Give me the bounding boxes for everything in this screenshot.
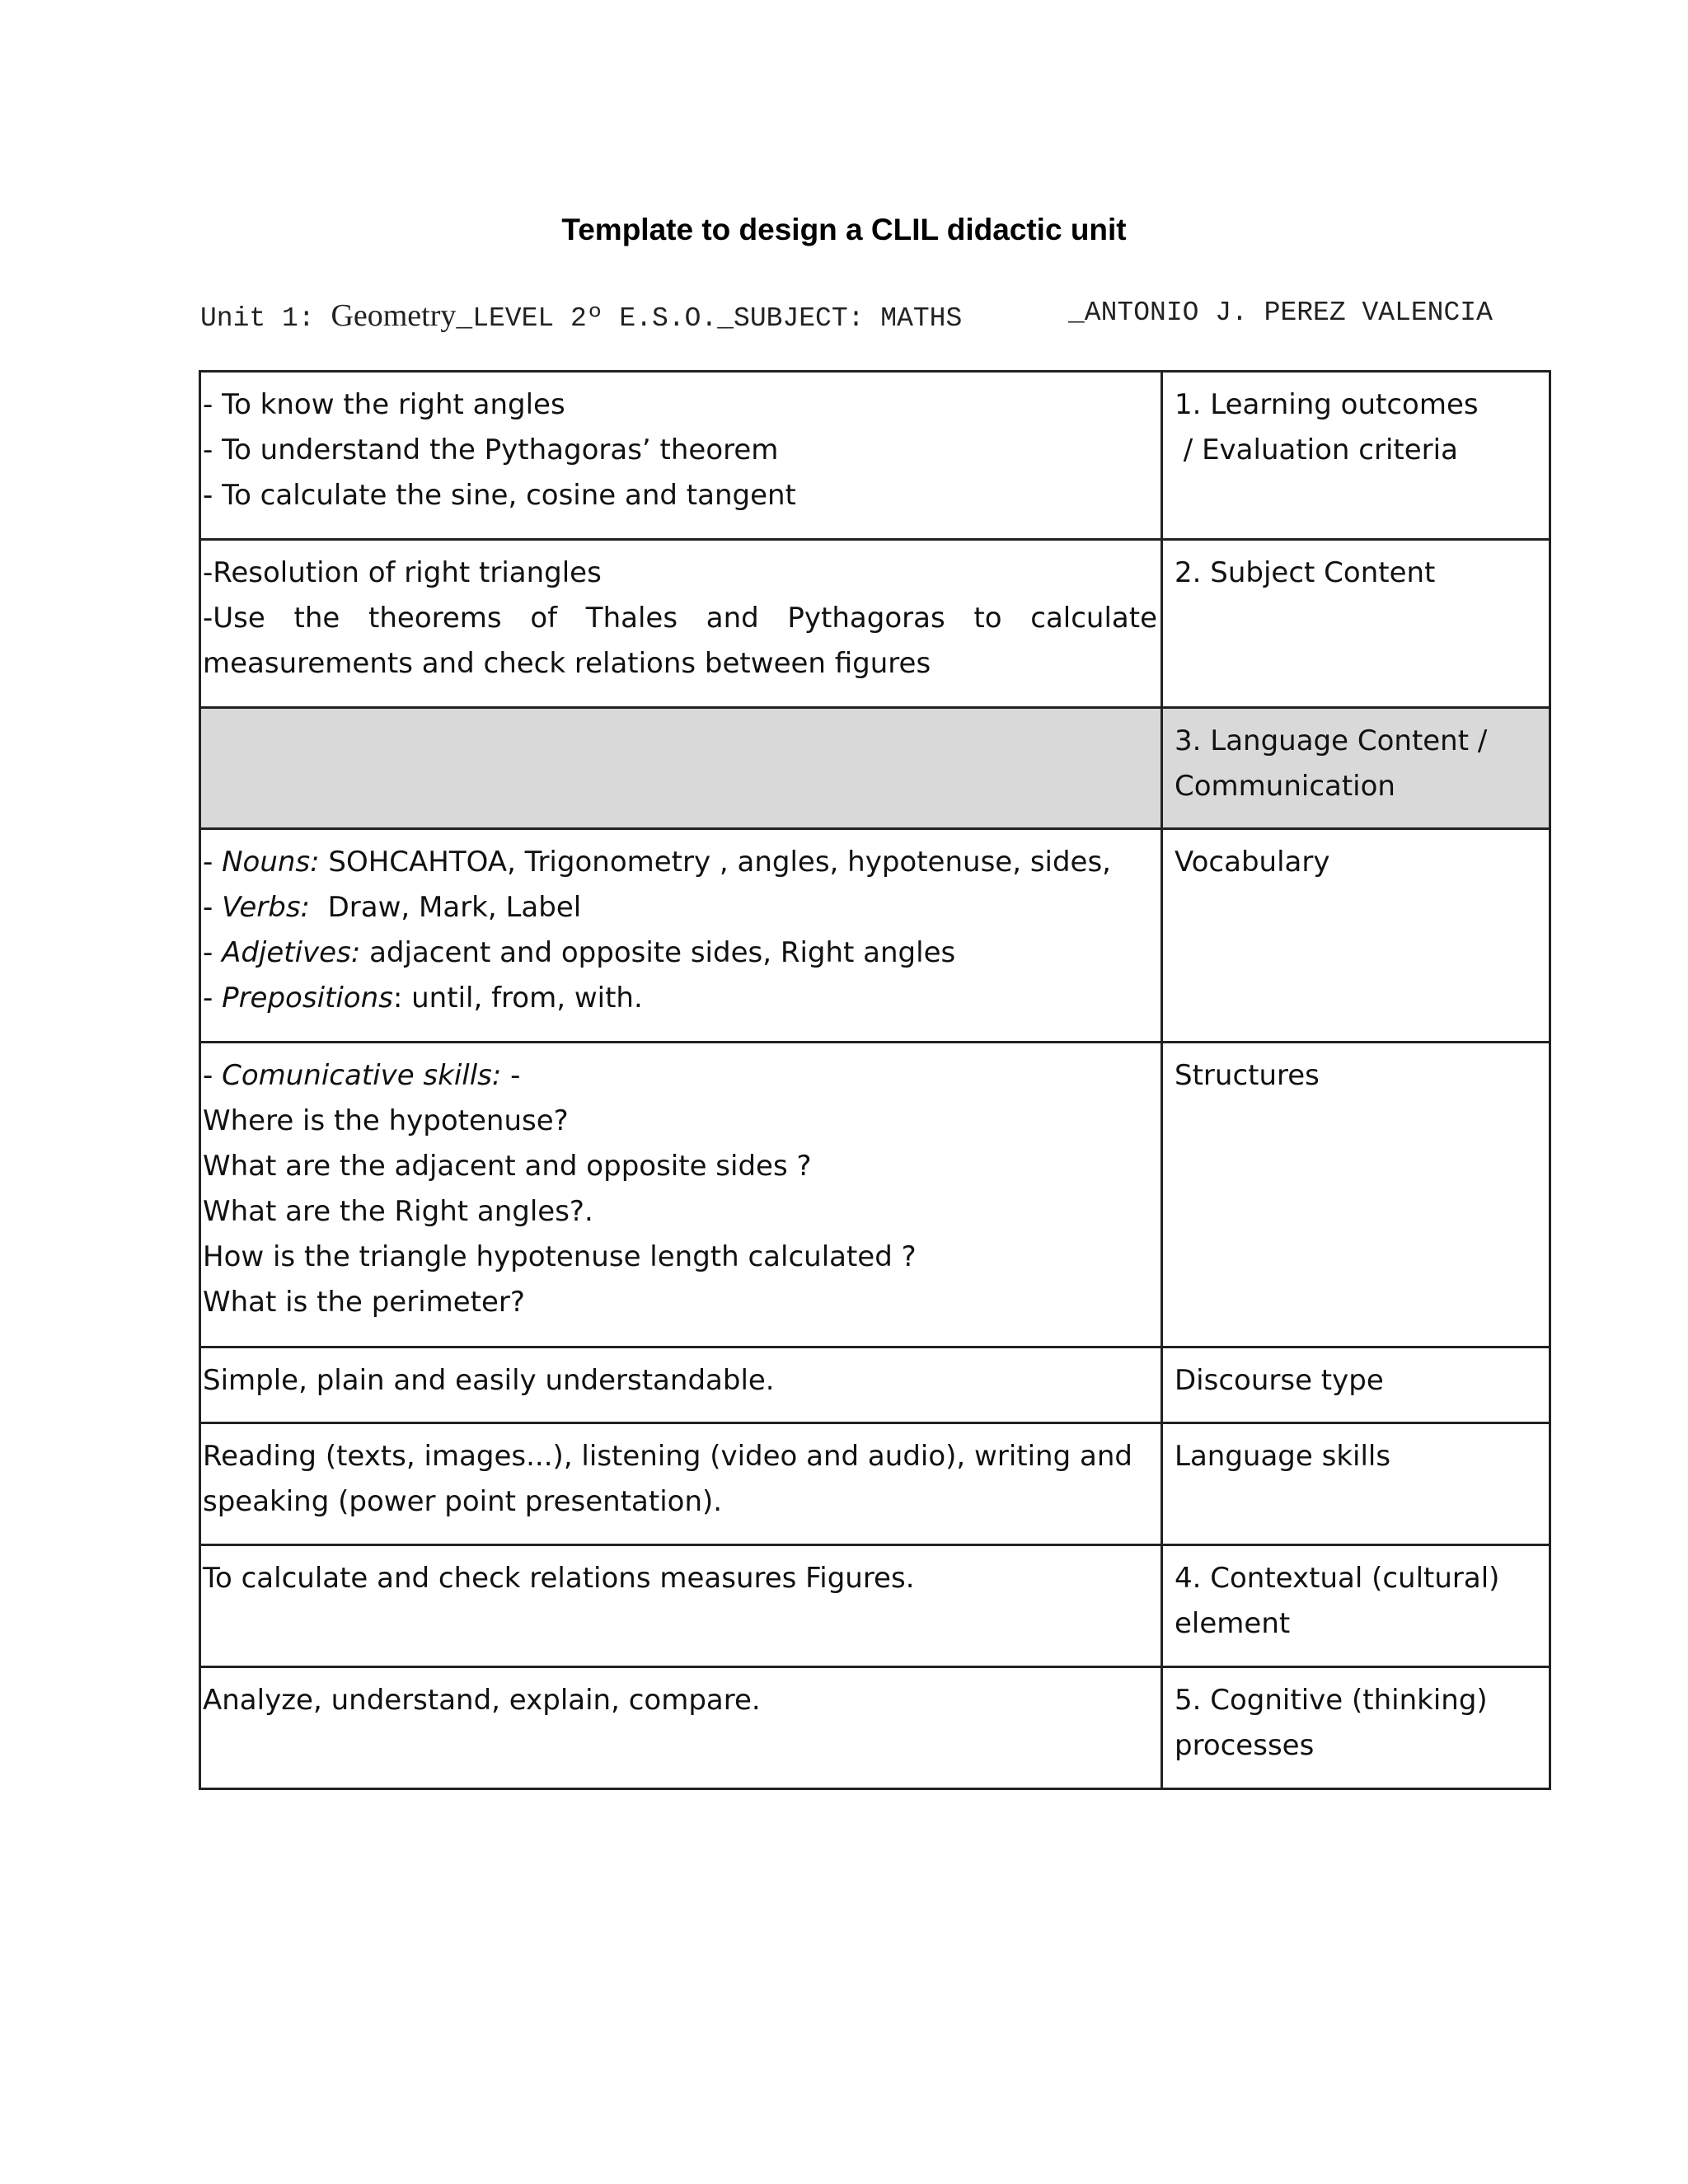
- table-row-language-skills: [200, 1423, 1550, 1545]
- contextual-label-cell: [1162, 1545, 1550, 1667]
- learning-content-cell: [200, 372, 1162, 540]
- unit-header-line: [200, 298, 1519, 334]
- cognitive-text: Analyze, understand, explain, compare.: [203, 1684, 761, 1717]
- table-row-discourse: [200, 1347, 1550, 1423]
- table-row-vocabulary: [200, 829, 1550, 1043]
- cognitive-label-cell: [1162, 1667, 1550, 1789]
- subject-label-cell: [1162, 540, 1550, 708]
- contextual-content-cell: [200, 1545, 1162, 1667]
- language-label-cell: [1162, 708, 1550, 829]
- prepositions-list: : until, from, with.: [392, 982, 643, 1015]
- table-row-contextual: [200, 1545, 1550, 1667]
- structure-question: Where is the hypotenuse?: [203, 1104, 569, 1137]
- structures-label-cell: [1162, 1043, 1550, 1347]
- structure-question: What are the adjacent and opposite sides ?: [203, 1150, 812, 1183]
- nouns-label: Nouns:: [222, 846, 320, 879]
- discourse-label: Discourse type: [1175, 1364, 1384, 1397]
- learning-item: - To calculate the sine, cosine and tangent: [203, 479, 796, 512]
- structures-label: Structures: [1175, 1059, 1320, 1092]
- language-label-line: Communication: [1175, 770, 1395, 803]
- learning-label-line: / Evaluation criteria: [1175, 434, 1458, 466]
- discourse-label-cell: [1162, 1347, 1550, 1423]
- table-row-structures: [200, 1043, 1550, 1347]
- unit-topic: Geometry: [331, 298, 457, 333]
- language-skills-line: speaking (power point presentation).: [203, 1485, 723, 1518]
- discourse-content-cell: [200, 1347, 1162, 1423]
- unit-level-subject: _LEVEL 2º E.S.O._SUBJECT: MATHS: [456, 303, 963, 334]
- document-title: Template to design a CLIL didactic unit: [561, 213, 1127, 246]
- unit-prefix: Unit 1:: [200, 303, 331, 334]
- language-skills-line: Reading (texts, images...), listening (video and audio), writing and: [203, 1440, 1132, 1473]
- subject-content-cell: [200, 540, 1162, 708]
- vocabulary-label: Vocabulary: [1175, 846, 1330, 879]
- skills-label: Comunicative skills:: [222, 1059, 502, 1092]
- structure-question: What is the perimeter?: [203, 1286, 525, 1319]
- vocabulary-content-cell: [200, 829, 1162, 1043]
- structure-question: How is the triangle hypotenuse length calculated ?: [203, 1240, 917, 1273]
- learning-item: - To understand the Pythagoras’ theorem: [203, 434, 779, 466]
- vocabulary-verbs: - Verbs: Draw, Mark, Label: [203, 891, 582, 924]
- structures-skills-heading: - Comunicative skills: -: [203, 1059, 521, 1092]
- table-row-cognitive: [200, 1667, 1550, 1789]
- discourse-text: Simple, plain and easily understandable.: [203, 1364, 775, 1397]
- language-content-cell: [200, 708, 1162, 829]
- language-label-line: 3. Language Content /: [1175, 724, 1488, 757]
- table-row-language: [200, 708, 1550, 829]
- structures-content-cell: [200, 1043, 1162, 1347]
- adjectives-list: adjacent and opposite sides, Right angles: [360, 936, 956, 969]
- language-skills-label-cell: [1162, 1423, 1550, 1545]
- learning-label-cell: [1162, 372, 1550, 540]
- skills-suffix: -: [501, 1059, 521, 1092]
- contextual-label-line: element: [1175, 1607, 1291, 1640]
- vocabulary-prepositions: - Prepositions: until, from, with.: [203, 982, 643, 1015]
- cognitive-label-line: 5. Cognitive (thinking): [1175, 1684, 1488, 1717]
- nouns-list: SOHCAHTOA, Trigonometry , angles, hypotenuse, sides,: [319, 846, 1111, 879]
- table-row-subject: [200, 540, 1550, 708]
- language-skills-content-cell: [200, 1423, 1162, 1545]
- subject-item: -Resolution of right triangles: [203, 556, 602, 589]
- structure-question: What are the Right angles?.: [203, 1195, 593, 1228]
- learning-item: - To know the right angles: [203, 388, 565, 421]
- unit-table: [199, 370, 1551, 1790]
- verbs-label: Verbs:: [222, 891, 310, 924]
- vocabulary-label-cell: [1162, 829, 1550, 1043]
- adjectives-label: Adjetives:: [222, 936, 361, 969]
- unit-author: _ANTONIO J. PEREZ VALENCIA: [1068, 298, 1493, 328]
- learning-label-line: 1. Learning outcomes: [1175, 388, 1479, 421]
- verbs-list: Draw, Mark, Label: [310, 891, 582, 924]
- vocabulary-adjectives: - Adjetives: adjacent and opposite sides, Right angles: [203, 936, 956, 969]
- table-row-learning: [200, 372, 1550, 540]
- prepositions-label: Prepositions: [222, 982, 393, 1015]
- vocabulary-nouns: - Nouns: SOHCAHTOA, Trigonometry , angles, hypotenuse, sides,: [203, 846, 1111, 879]
- cognitive-label-line: processes: [1175, 1729, 1315, 1762]
- contextual-text: To calculate and check relations measures Figures.: [203, 1562, 915, 1595]
- contextual-label-line: 4. Contextual (cultural): [1175, 1562, 1500, 1595]
- subject-item: -Use the theorems of Thales and Pythagoras to calculate measurements and check relations between figures: [203, 602, 1157, 680]
- cognitive-content-cell: [200, 1667, 1162, 1789]
- subject-label: 2. Subject Content: [1175, 556, 1436, 589]
- language-skills-label: Language skills: [1175, 1440, 1391, 1473]
